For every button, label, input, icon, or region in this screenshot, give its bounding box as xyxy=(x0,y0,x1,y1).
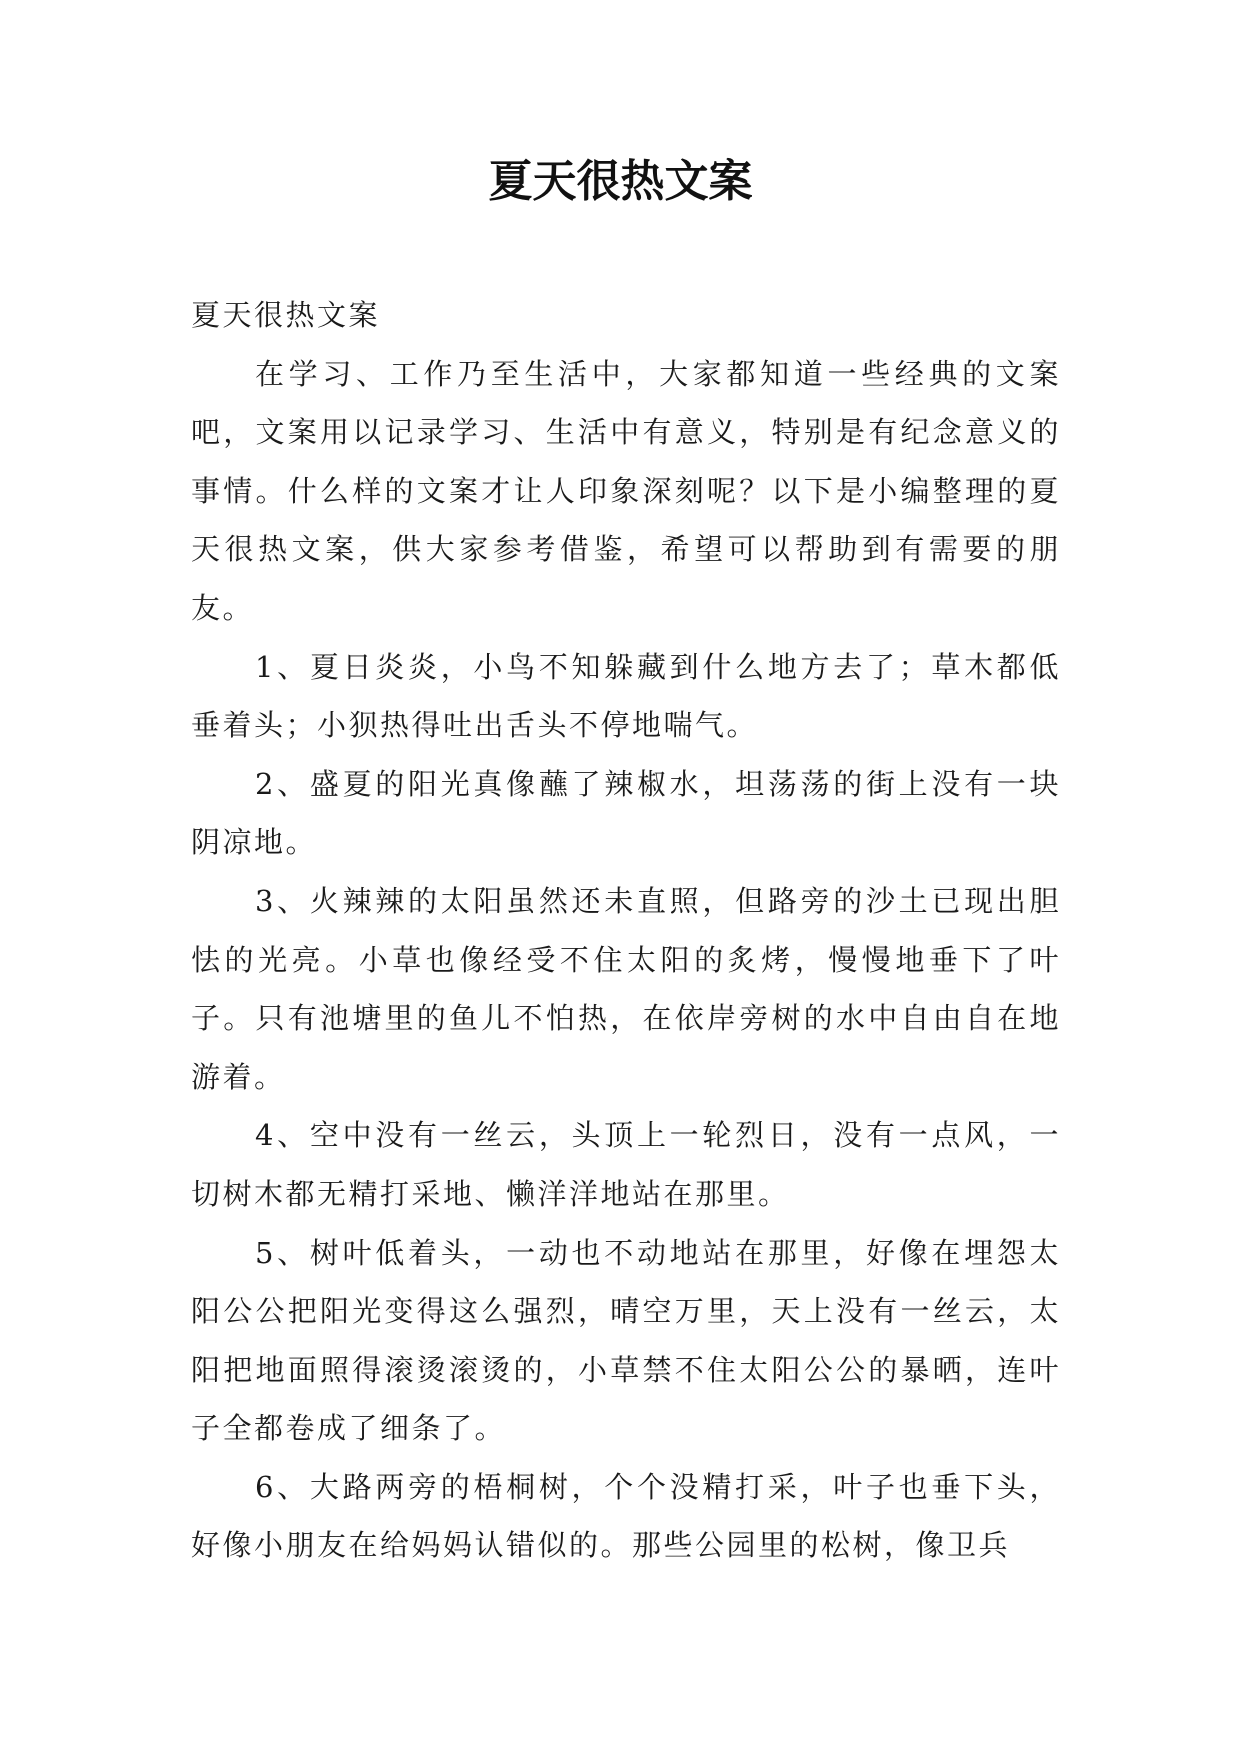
paragraph-intro: 在学习、工作乃至生活中，大家都知道一些经典的文案吧，文案用以记录学习、生活中有意义，特别是有纪念意义的事情。什么样的文案才让人印象深刻呢？以下是小编整理的夏天很热文案，供大家参考借鉴，希望可以帮助到有需要的朋友。 xyxy=(191,356,1061,625)
paragraph-item-4: 4、空中没有一丝云，头顶上一轮烈日，没有一点风，一切树木都无精打采地、懒洋洋地站在那里。 xyxy=(191,1118,1061,1211)
document-body xyxy=(191,286,1061,1575)
paragraph-item-6: 6、大路两旁的梧桐树，个个没精打采，叶子也垂下头，好像小朋友在给妈妈认错似的。那些公园里的松树，像卫兵 xyxy=(191,1469,1061,1563)
paragraph-item-2: 2、盛夏的阳光真像蘸了辣椒水，坦荡荡的街上没有一块阴凉地。 xyxy=(191,766,1061,860)
body-heading: 夏天很热文案 xyxy=(191,298,381,332)
paragraph-item-3: 3、火辣辣的太阳虽然还未直照，但路旁的沙土已现出胆怯的光亮。小草也像经受不住太阳的炙烤，慢慢地垂下了叶子。只有池塘里的鱼儿不怕热，在依岸旁树的水中自由自在地游着。 xyxy=(191,883,1061,1094)
paragraph-item-1: 1、夏日炎炎，小鸟不知躲藏到什么地方去了；草木都低垂着头；小狈热得吐出舌头不停地喘气。 xyxy=(191,649,1061,743)
document-title: 夏天很热文案 xyxy=(488,156,753,207)
paragraph-item-5: 5、树叶低着头，一动也不动地站在那里，好像在埋怨太阳公公把阳光变得这么强烈，晴空万里，天上没有一丝云，太阳把地面照得滚烫滚烫的，小草禁不住太阳公公的暴晒，连叶子全都卷成了细条了。 xyxy=(191,1235,1061,1446)
